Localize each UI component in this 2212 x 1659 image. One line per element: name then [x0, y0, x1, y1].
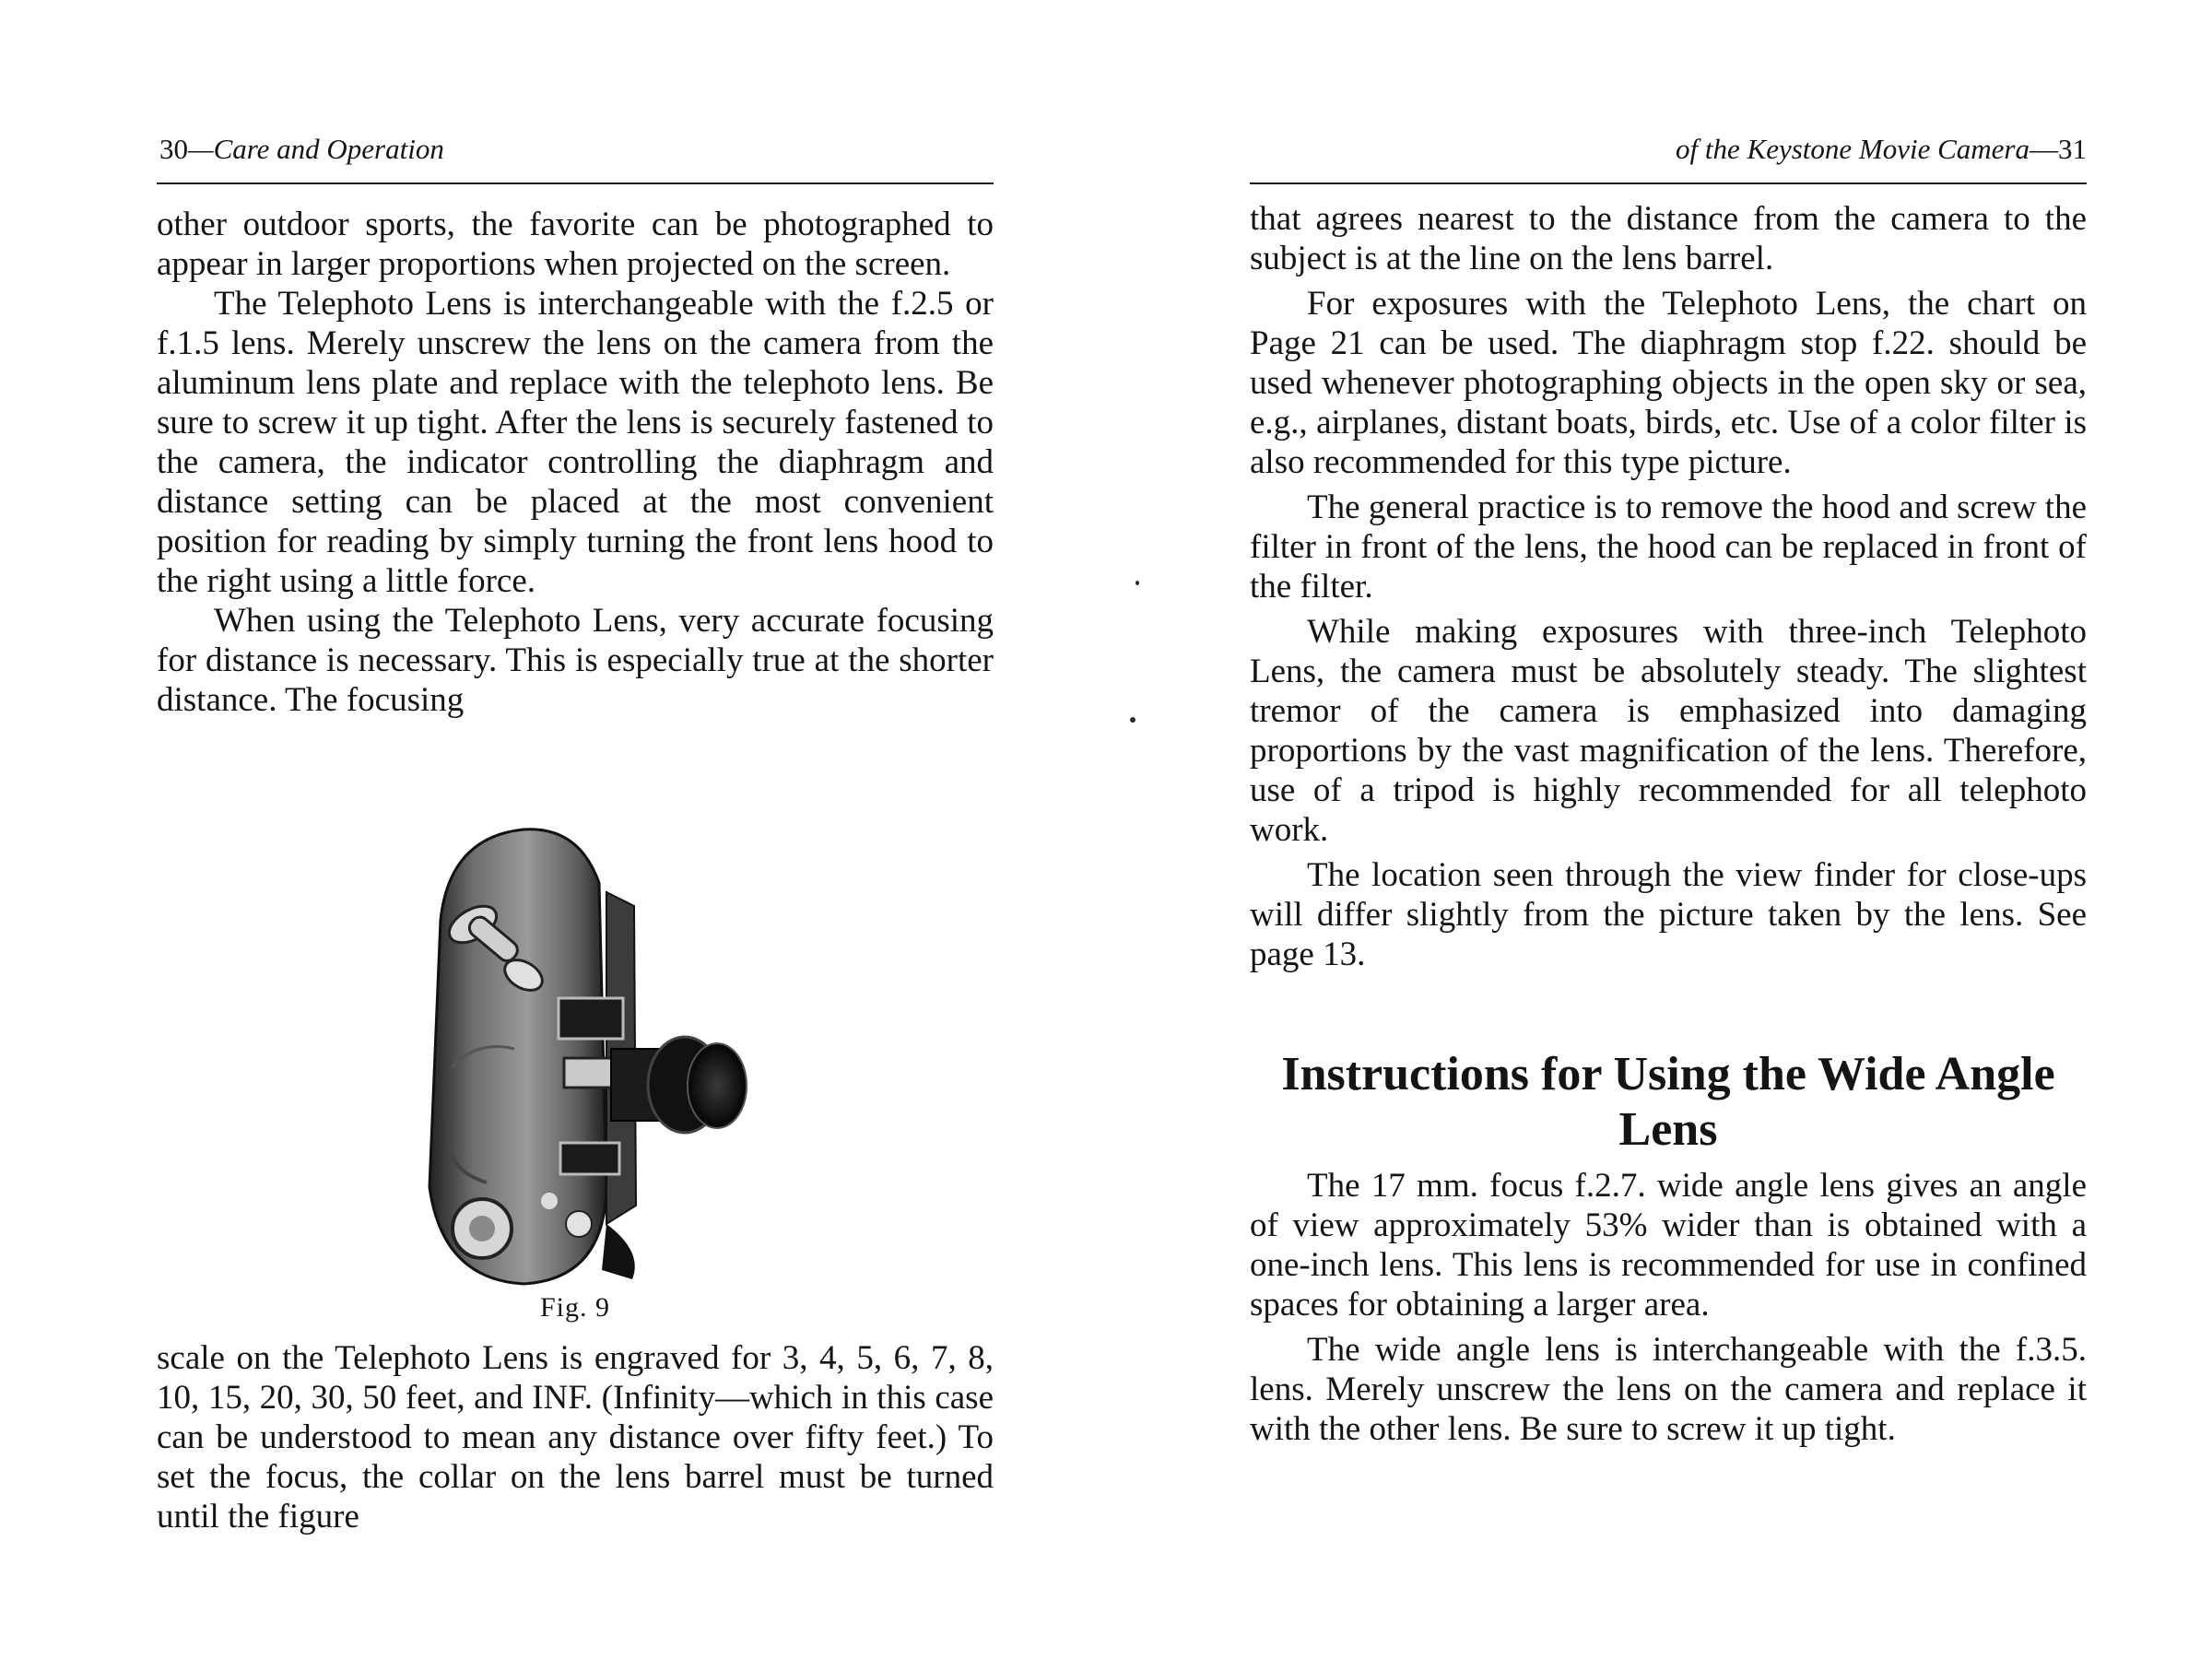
left-paragraph-2: The Telephoto Lens is interchangeable with the f.2.5 or f.1.5 lens. Merely unscrew the lens on the camera from the aluminum lens plate and replace with the telephoto lens. Be sure to screw it up tight. After the lens is securely fastened to the camera, the indicator controlling the diaphragm and distance setting can be placed at the most convenient position for reading by simply turning the front lens hood to the right using a little force.	[157, 285, 994, 600]
right-paragraph-3: The general practice is to remove the hood and screw the filter in front of the lens, the hood can be replaced in front of the filter.	[1250, 488, 2087, 606]
right-paragraph-5: The location seen through the view finder for close-ups will differ slightly from the picture taken by the lens. See page 13.	[1250, 856, 2087, 973]
right-paragraph-2: For exposures with the Telephoto Lens, the chart on Page 21 can be used. The diaphragm stop f.22. should be used whenever photographing objects in the open sky or sea, e.g., airplanes, distant boats, birds, etc. Use of a color filter is also recommended for this type picture.	[1250, 285, 2087, 481]
left-continuation: scale on the Telephoto Lens is engraved for 3, 4, 5, 6, 7, 8, 10, 15, 20, 30, 50 feet, and INF. (Infinity—which in this case can be understood to mean any distance over fifty feet.) To set the focus, the collar on the lens barrel must be turned until the figure	[157, 1339, 994, 1535]
right-page	[1106, 0, 2212, 1659]
section-paragraph-1: The 17 mm. focus f.2.7. wide angle lens gives an angle of view approximately 53% wider than is obtained with a one-inch lens. This lens is recommended for use in confined spaces for obtaining a larger area.	[1250, 1167, 2087, 1324]
left-paragraph-3: When using the Telephoto Lens, very accurate focusing for distance is necessary. This is especially true at the shorter distance. The focusing	[157, 602, 994, 719]
left-paragraph-1: other outdoor sports, the favorite can be photographed to appear in larger proportions when projected on the screen.	[157, 206, 994, 283]
figure-caption: Fig. 9	[539, 1292, 611, 1323]
gutter-speck	[1135, 581, 1139, 585]
right-text-top	[1250, 199, 2087, 974]
movie-camera-photo-icon	[385, 818, 772, 1293]
left-running-head	[159, 131, 994, 168]
left-text-top	[157, 205, 994, 720]
right-text-bottom	[1250, 1166, 2087, 1449]
gutter-speck	[1130, 717, 1135, 723]
left-header-title: —Care and Operation	[188, 133, 444, 165]
right-header-title: of the Keystone Movie Camera	[1676, 133, 2030, 165]
right-running-head	[1251, 131, 2087, 168]
left-text-bottom	[157, 1338, 994, 1536]
right-page-number: —31	[2030, 133, 2087, 165]
right-paragraph-1: that agrees nearest to the distance from the camera to the subject is at the line on the lens barrel.	[1250, 200, 2087, 277]
right-paragraph-4: While making exposures with three-inch Telephoto Lens, the camera must be absolutely steady. The slightest tremor of the camera is emphasized into damaging proportions by the vast magnification of the lens. Therefore, use of a tripod is highly recommended for all telephoto work.	[1250, 613, 2087, 849]
left-page-number: 30	[159, 133, 188, 165]
right-header-rule	[1250, 182, 2087, 184]
section-heading: Instructions for Using the Wide Angle Lens	[1281, 1048, 2055, 1156]
section-paragraph-2: The wide angle lens is interchangeable with the f.3.5. lens. Merely unscrew the lens on the camera and replace it with the other lens. Be sure to screw it up tight.	[1250, 1331, 2087, 1448]
left-header-rule	[157, 182, 994, 184]
